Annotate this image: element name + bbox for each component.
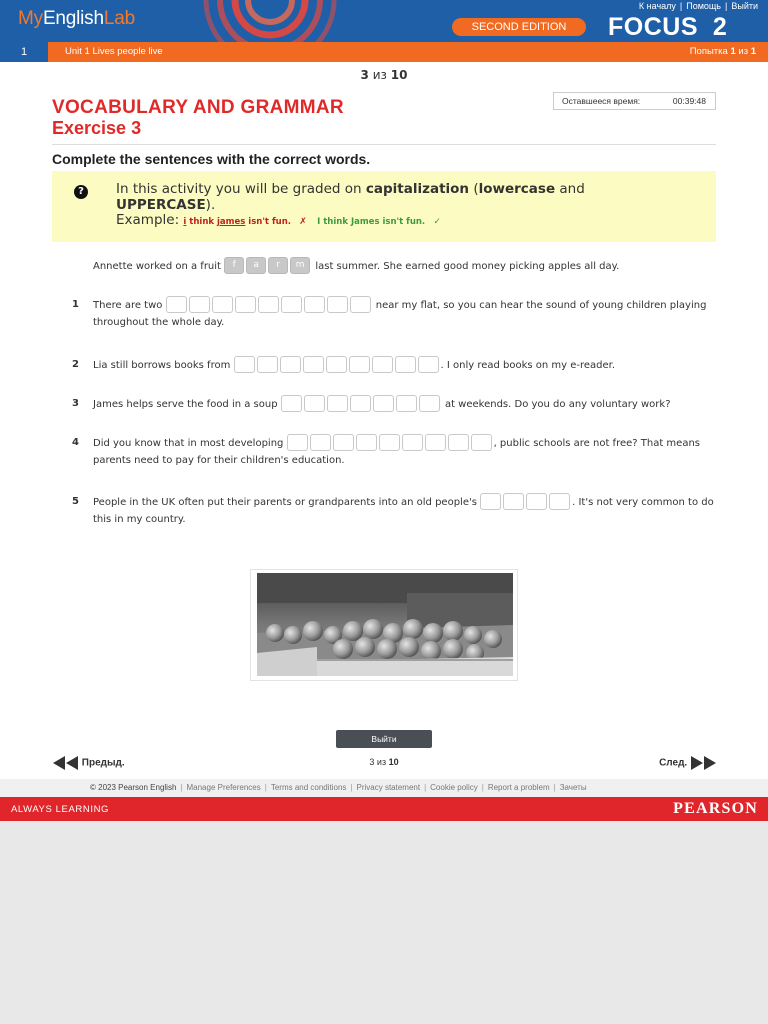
exercise-page xyxy=(0,62,768,779)
tagline: ALWAYS LEARNING xyxy=(11,804,110,815)
letter-input[interactable] xyxy=(235,296,256,313)
letter-input[interactable] xyxy=(418,356,439,373)
top-header xyxy=(0,0,768,42)
item-text: James helps serve the food in a soup xyxy=(93,398,281,410)
answer-input[interactable] xyxy=(166,296,373,314)
counter-of: из xyxy=(376,757,387,767)
item-text: Lia still borrows books from xyxy=(93,359,234,371)
letter-input[interactable] xyxy=(257,356,278,373)
letter-input[interactable] xyxy=(350,296,371,313)
counter-total: 10 xyxy=(388,757,399,767)
attempt-label: Попытка xyxy=(689,46,728,57)
edition-badge: SECOND EDITION xyxy=(452,18,586,36)
letter-input[interactable] xyxy=(189,296,210,313)
note-bold: capitalization xyxy=(365,181,470,197)
logo-my: My xyxy=(18,8,43,29)
page-title: VOCABULARY AND GRAMMAR xyxy=(52,97,344,118)
counter-of: из xyxy=(372,68,387,82)
timer-label: Оставшееся время: xyxy=(562,96,641,106)
letter-input[interactable] xyxy=(281,296,302,313)
unit-title: Unit 1 Lives people live xyxy=(65,46,163,57)
copyright: © 2023 Pearson English xyxy=(90,783,177,792)
letter-input[interactable] xyxy=(419,395,440,412)
footer-separator: | xyxy=(264,783,267,792)
letter-input[interactable] xyxy=(258,296,279,313)
previous-label: Предыд. xyxy=(81,757,125,769)
attempt-total: 1 xyxy=(750,46,756,57)
timer-value: 00:39:48 xyxy=(672,96,706,106)
item-text: . I only read books on my e-reader. xyxy=(440,359,616,371)
question-5 xyxy=(52,493,718,528)
course-level: 2 xyxy=(712,13,728,41)
letter-input[interactable] xyxy=(471,434,492,451)
time-remaining xyxy=(553,92,716,110)
page-counter xyxy=(0,757,768,767)
double-right-arrow-icon xyxy=(690,756,716,770)
link-separator: | xyxy=(725,1,728,11)
exercise-title: Exercise 3 xyxy=(52,118,142,138)
item-text: near my flat, so you can hear the sound of young children playing throughout the whole day. xyxy=(93,299,707,328)
note-bold: UPPERCASE xyxy=(116,197,206,213)
letter-input[interactable] xyxy=(234,356,255,373)
answer-input[interactable] xyxy=(480,493,572,511)
letter-box: f xyxy=(224,257,244,274)
note-part: and xyxy=(555,181,585,197)
letter-input[interactable] xyxy=(425,434,446,451)
decorative-arcs xyxy=(150,0,350,42)
item-text: There are two xyxy=(93,299,166,311)
letter-input[interactable] xyxy=(212,296,233,313)
counter-total: 10 xyxy=(390,68,408,82)
wrong-part: james xyxy=(217,217,246,227)
letter-input[interactable] xyxy=(356,434,377,451)
note-part: In this activity you will be graded on xyxy=(116,181,366,197)
question-number: 5 xyxy=(72,496,79,507)
letter-input[interactable] xyxy=(373,395,394,412)
brand-bar xyxy=(0,797,768,821)
apples-photo xyxy=(250,569,518,681)
question-counter xyxy=(0,68,768,82)
item-text: Annette worked on a fruit xyxy=(93,260,225,272)
counter-current: 3 xyxy=(369,757,375,767)
item-text: , public schools are not free? That means parents need to pay for their children's education. xyxy=(93,437,701,466)
letter-input[interactable] xyxy=(526,493,547,510)
note-example xyxy=(116,212,441,228)
letter-box: r xyxy=(268,257,288,274)
example-label: Example: xyxy=(116,212,184,228)
exit-button[interactable]: Выйти xyxy=(336,730,432,748)
help-link[interactable]: Помощь xyxy=(686,1,721,11)
manage-preferences-link[interactable]: Manage Preferences xyxy=(186,783,261,792)
letter-input[interactable] xyxy=(372,356,393,373)
footer-separator: | xyxy=(180,783,183,792)
letter-input[interactable] xyxy=(281,395,302,412)
letter-input[interactable] xyxy=(326,356,347,373)
link-separator: | xyxy=(679,1,683,11)
wrong-part: isn't fun. xyxy=(245,217,291,227)
letter-input[interactable] xyxy=(287,434,308,451)
next-label: След. xyxy=(659,757,688,769)
letter-input[interactable] xyxy=(402,434,423,451)
item-text: at weekends. Do you do any voluntary work? xyxy=(441,398,671,410)
letter-input[interactable] xyxy=(304,296,325,313)
example-item xyxy=(52,257,718,275)
footer xyxy=(0,779,768,797)
letter-input[interactable] xyxy=(327,395,348,412)
next-button[interactable] xyxy=(659,756,716,770)
letter-input[interactable] xyxy=(166,296,187,313)
grading-note xyxy=(52,171,716,242)
footer-separator: | xyxy=(553,783,556,792)
letter-input[interactable] xyxy=(379,434,400,451)
note-part: ). xyxy=(205,197,216,213)
top-links xyxy=(639,1,758,11)
wrong-part: i xyxy=(183,217,187,227)
help-icon: ? xyxy=(74,185,88,199)
logo-english: English xyxy=(42,8,104,29)
app-logo[interactable] xyxy=(18,8,135,30)
logout-link[interactable]: Выйти xyxy=(731,1,758,11)
question-number: 3 xyxy=(72,398,79,409)
apples-image xyxy=(257,573,513,676)
answer-input[interactable] xyxy=(281,395,442,413)
question-number: 1 xyxy=(72,299,79,310)
cookie-policy-link[interactable]: Cookie policy xyxy=(430,783,478,792)
privacy-link[interactable]: Privacy statement xyxy=(356,783,421,792)
letter-input[interactable] xyxy=(448,434,469,451)
note-text xyxy=(116,181,676,213)
item-text: last summer. She earned good money picking apples all day. xyxy=(312,260,620,272)
letter-input[interactable] xyxy=(310,434,331,451)
item-text: . It's not very common to do this in my country. xyxy=(93,496,714,525)
question-2 xyxy=(52,356,718,374)
question-1 xyxy=(52,296,718,331)
home-link[interactable]: К началу xyxy=(638,1,676,11)
question-number: 4 xyxy=(72,437,79,448)
footer-separator: | xyxy=(350,783,353,792)
letter-input[interactable] xyxy=(304,395,325,412)
answer-input[interactable] xyxy=(287,434,494,452)
course-logo xyxy=(608,13,727,42)
example-answer xyxy=(224,257,312,275)
cross-icon: ✗ xyxy=(299,217,307,227)
question-4 xyxy=(52,434,718,469)
divider xyxy=(52,144,716,145)
counter-current: 3 xyxy=(360,68,369,82)
terms-link[interactable]: Terms and conditions xyxy=(270,783,347,792)
letter-input[interactable] xyxy=(480,493,501,510)
question-3 xyxy=(52,395,718,413)
correct-example: I think James isn't fun. xyxy=(317,217,426,227)
letter-input[interactable] xyxy=(280,356,301,373)
instruction: Complete the sentences with the correct words. xyxy=(52,151,371,167)
wrong-example xyxy=(183,217,291,227)
note-part: ( xyxy=(469,181,479,197)
letter-input[interactable] xyxy=(350,395,371,412)
footer-separator: | xyxy=(424,783,427,792)
attempt-of: из xyxy=(738,46,749,57)
letter-input[interactable] xyxy=(333,434,354,451)
letter-input[interactable] xyxy=(396,395,417,412)
letter-box: m xyxy=(290,257,310,274)
pagination xyxy=(0,753,768,773)
unit-number: 1 xyxy=(0,42,48,62)
logo-lab: Lab xyxy=(103,8,135,29)
unit-bar xyxy=(0,42,768,62)
item-text: Did you know that in most developing xyxy=(93,437,287,449)
course-name: FOCUS xyxy=(608,13,698,41)
letter-box: a xyxy=(246,257,266,274)
attempt-current: 1 xyxy=(730,46,736,57)
pearson-logo: PEARSON xyxy=(673,800,758,817)
letter-input[interactable] xyxy=(395,356,416,373)
credits-link[interactable]: Зачеты xyxy=(559,783,587,792)
wrong-part: think xyxy=(186,217,217,227)
answer-input[interactable] xyxy=(234,356,441,374)
letter-input[interactable] xyxy=(303,356,324,373)
letter-input[interactable] xyxy=(349,356,370,373)
attempt-indicator xyxy=(690,42,756,62)
item-text: People in the UK often put their parents or grandparents into an old people's xyxy=(93,496,481,508)
letter-input[interactable] xyxy=(549,493,570,510)
letter-input[interactable] xyxy=(503,493,524,510)
report-problem-link[interactable]: Report a problem xyxy=(487,783,550,792)
check-icon: ✓ xyxy=(433,217,441,227)
note-bold: lowercase xyxy=(478,181,556,197)
footer-separator: | xyxy=(481,783,484,792)
question-number: 2 xyxy=(72,359,79,370)
letter-input[interactable] xyxy=(327,296,348,313)
